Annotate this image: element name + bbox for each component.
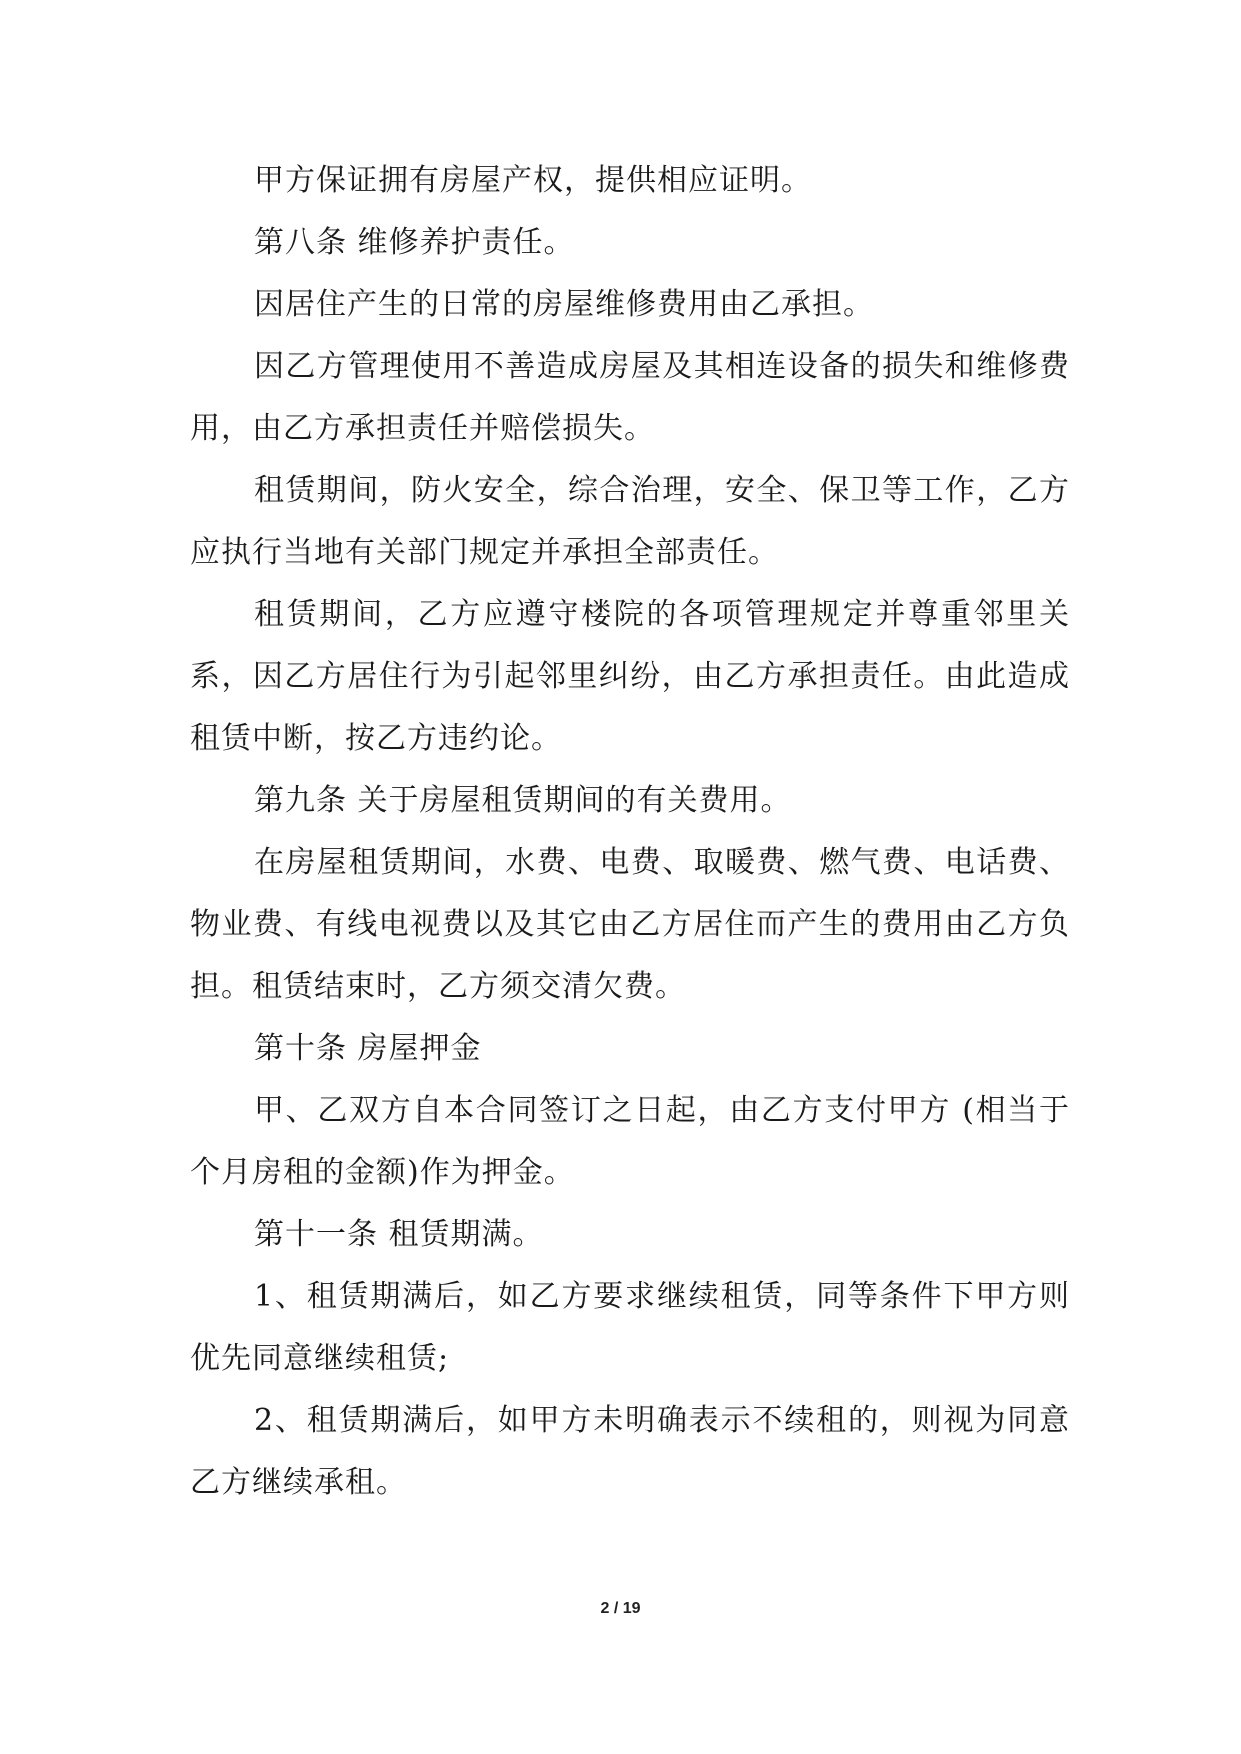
heading-article-9: 第九条 关于房屋租赁期间的有关费用。 <box>254 783 792 818</box>
heading-article-10: 第十条 房屋押金 <box>254 1031 482 1066</box>
paragraph-utility-fees: 在房屋租赁期间，水费、电费、取暖费、燃气费、电话费、物业费、有线电视费以及其它由乙方居住而产生的费用由乙方负担。租赁结束时，乙方须交清欠费。 <box>190 845 1070 1004</box>
paragraph-neighbor-relations: 租赁期间，乙方应遵守楼院的各项管理规定并尊重邻里关系，因乙方居住行为引起邻里纠纷，由乙方承担责任。由此造成租赁中断，按乙方违约论。 <box>190 597 1070 756</box>
paragraph-deposit: 甲、乙双方自本合同签订之日起，由乙方支付甲方 (相当于个月房租的金额)作为押金。 <box>190 1093 1070 1190</box>
paragraph-damage-liability: 因乙方管理使用不善造成房屋及其相连设备的损失和维修费用，由乙方承担责任并赔偿损失。 <box>190 349 1070 446</box>
paragraph-property-guarantee: 甲方保证拥有房屋产权，提供相应证明。 <box>254 163 812 198</box>
heading-article-11: 第十一条 租赁期满。 <box>254 1217 544 1252</box>
paragraph-renewal-implied: 2、租赁期满后，如甲方未明确表示不续租的，则视为同意乙方继续承租。 <box>190 1403 1070 1500</box>
document-body <box>190 150 1070 1514</box>
paragraph-daily-maintenance: 因居住产生的日常的房屋维修费用由乙承担。 <box>254 287 874 322</box>
paragraph-fire-safety: 租赁期间，防火安全，综合治理，安全、保卫等工作，乙方应执行当地有关部门规定并承担全部责任。 <box>190 473 1070 570</box>
page-number: 2 / 19 <box>600 1600 641 1617</box>
paragraph-renewal-request: 1、租赁期满后，如乙方要求继续租赁，同等条件下甲方则优先同意继续租赁; <box>190 1279 1070 1376</box>
heading-article-8: 第八条 维修养护责任。 <box>254 225 575 260</box>
